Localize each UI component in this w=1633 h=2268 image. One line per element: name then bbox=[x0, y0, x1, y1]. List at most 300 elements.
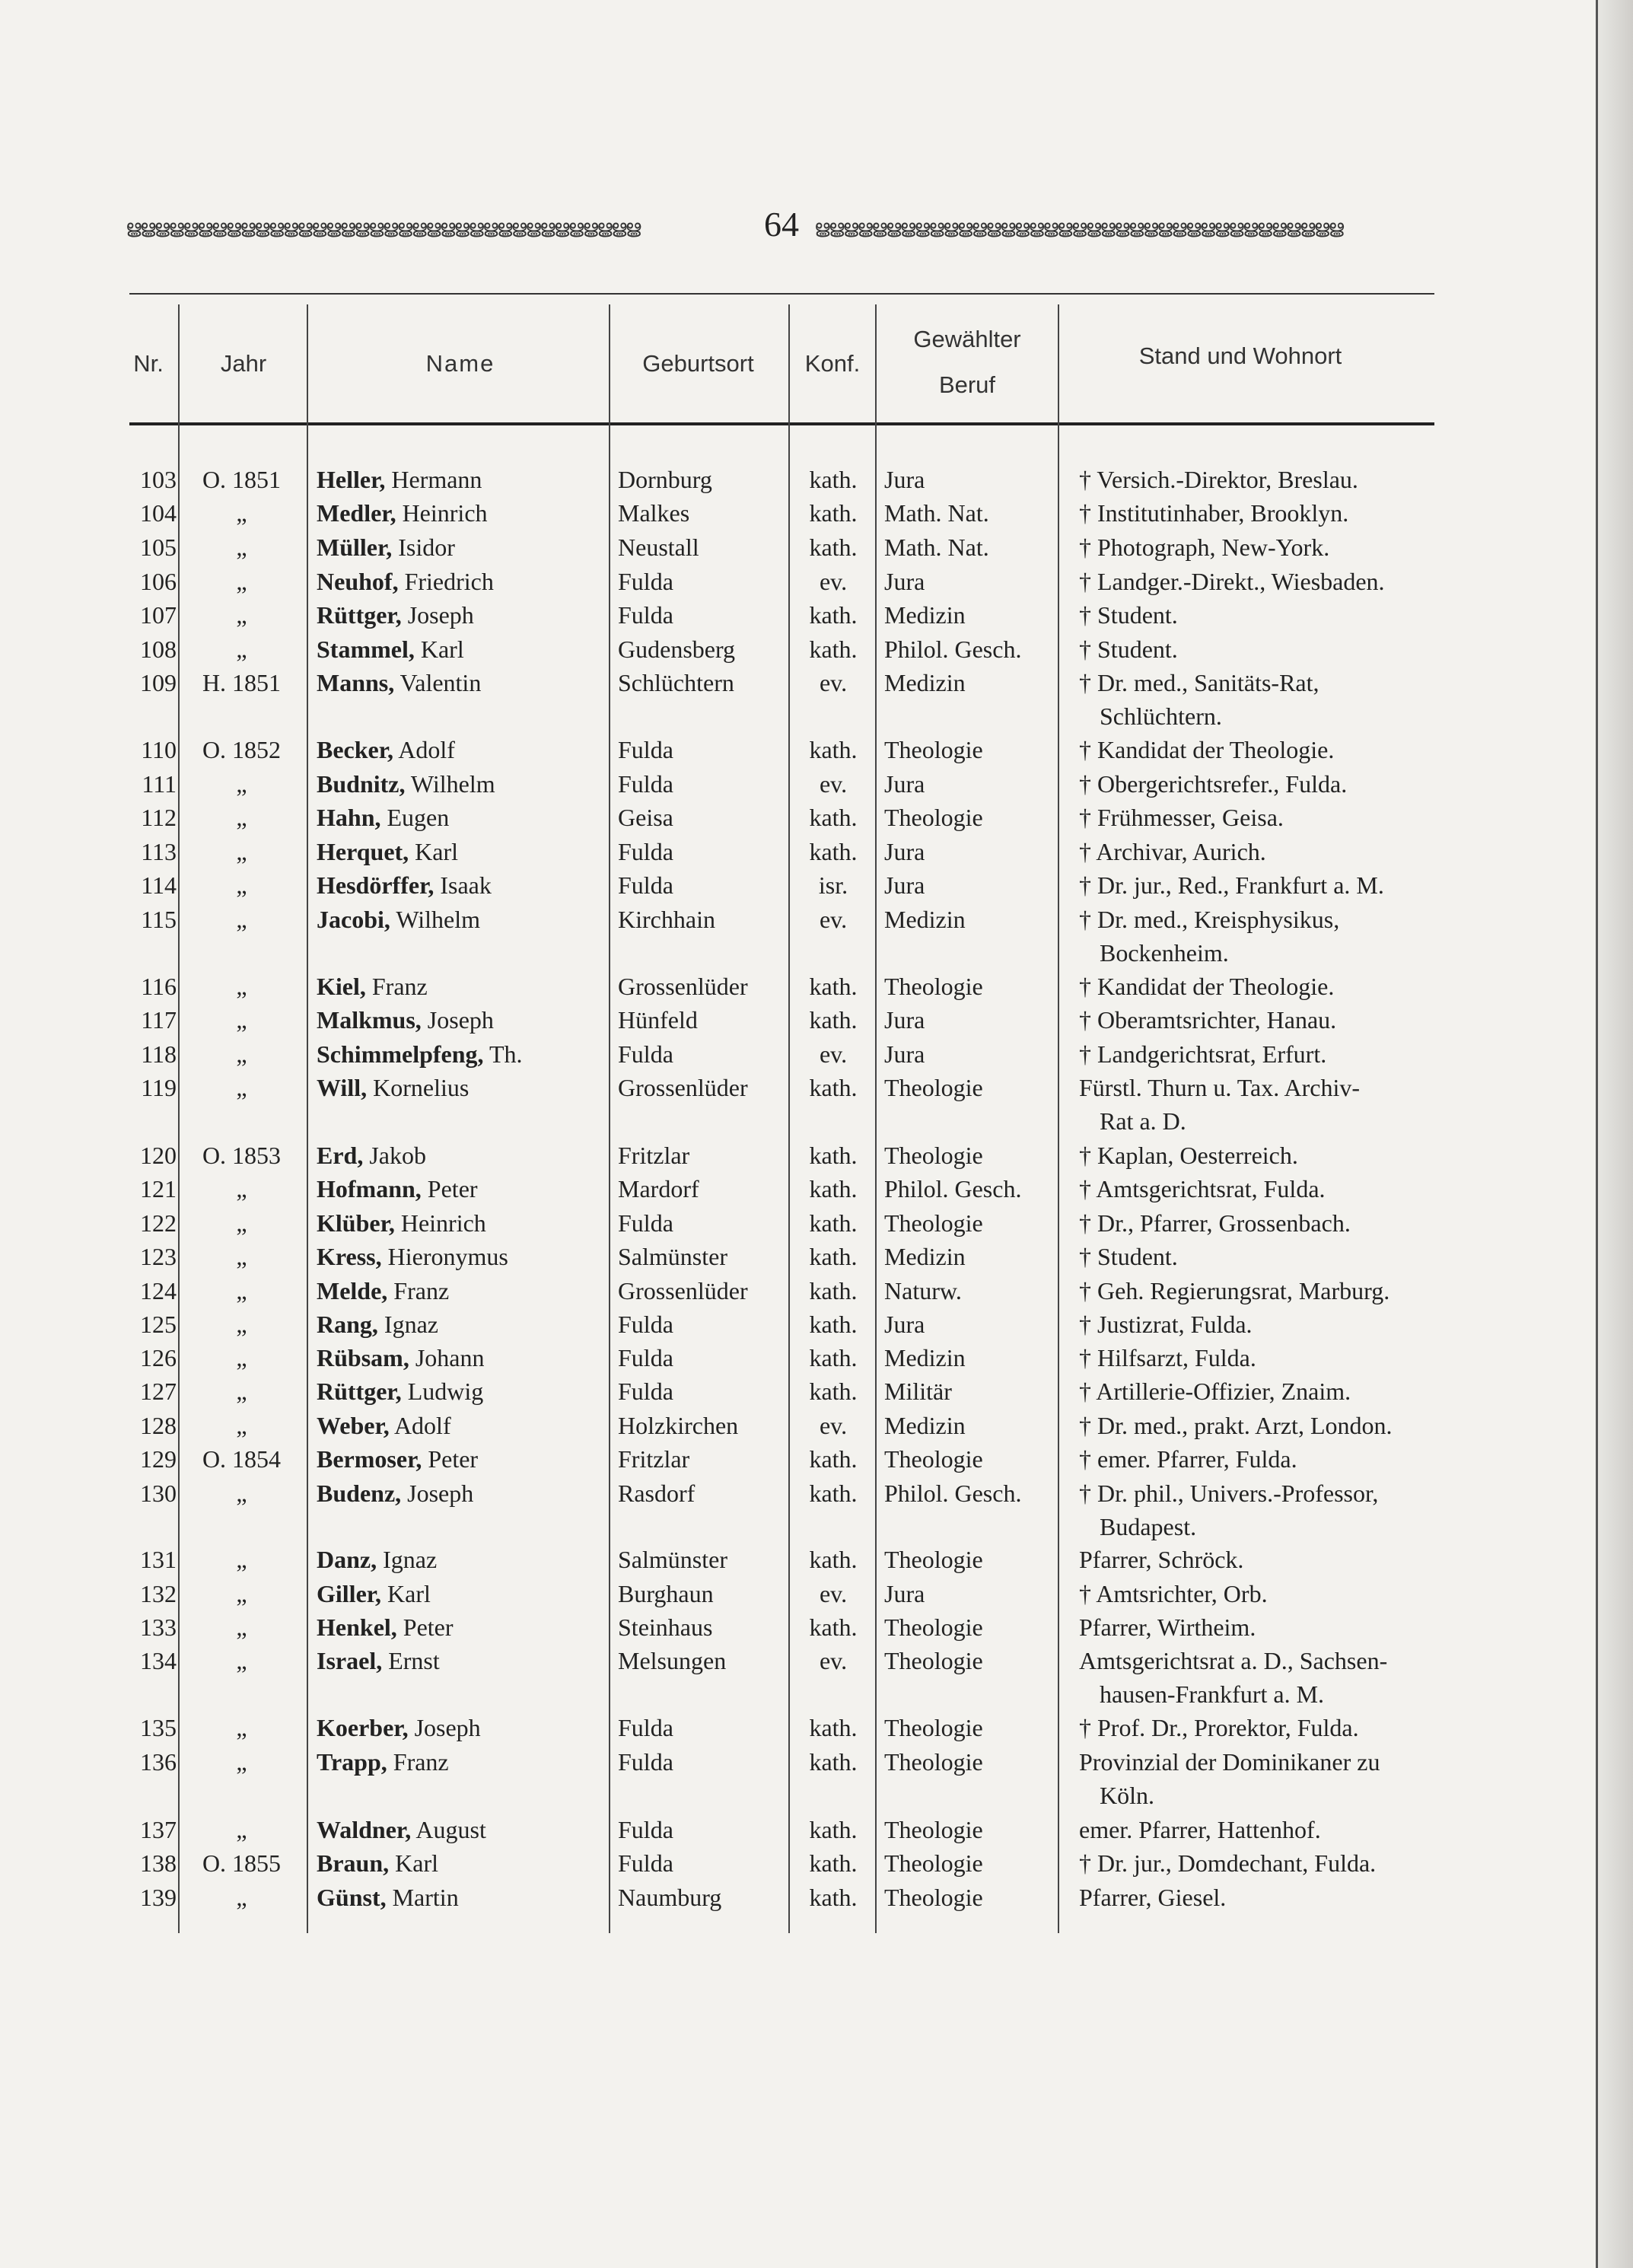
entry-profession: Medizin bbox=[884, 1344, 966, 1371]
entry-confession: kath. bbox=[809, 534, 858, 561]
entry-status-continuation: hausen-Frankfurt a. M. bbox=[1100, 1680, 1325, 1708]
entry-profession: Jura bbox=[884, 871, 925, 899]
entry-year: „ bbox=[236, 973, 247, 1000]
entry-birthplace: Grossenlüder bbox=[618, 973, 748, 1000]
entry-number: 114 bbox=[141, 871, 177, 899]
entry-profession: Philol. Gesch. bbox=[884, 1480, 1022, 1507]
entry-confession: kath. bbox=[809, 1613, 858, 1641]
entry-status-residence: † Student. bbox=[1079, 601, 1178, 629]
entry-year: „ bbox=[236, 1748, 247, 1776]
entry-profession: Theologie bbox=[884, 1647, 983, 1674]
entry-number: 138 bbox=[140, 1849, 177, 1877]
entry-year: „ bbox=[236, 1884, 247, 1911]
entry-surname: Braun, bbox=[317, 1849, 390, 1877]
entry-given-name: Joseph bbox=[427, 1006, 494, 1034]
entry-name bbox=[317, 1139, 426, 1172]
entry-name bbox=[317, 666, 481, 699]
entry-name bbox=[317, 801, 449, 834]
entry-year: „ bbox=[236, 601, 247, 629]
entry-number: 106 bbox=[140, 568, 177, 595]
entry-number: 121 bbox=[140, 1175, 177, 1202]
entry-profession: Math. Nat. bbox=[884, 499, 989, 527]
entry-confession: kath. bbox=[809, 838, 858, 865]
entry-birthplace: Fulda bbox=[618, 1378, 673, 1405]
entry-confession: kath. bbox=[809, 736, 858, 763]
entry-profession: Theologie bbox=[884, 973, 983, 1000]
entry-surname: Bermoser, bbox=[317, 1445, 422, 1473]
entry-profession: Jura bbox=[884, 838, 925, 865]
entry-status-residence: † Frühmesser, Geisa. bbox=[1079, 804, 1284, 831]
entry-confession: kath. bbox=[809, 601, 858, 629]
entry-confession: kath. bbox=[809, 1884, 858, 1911]
entry-confession: kath. bbox=[809, 1175, 858, 1202]
entry-profession: Theologie bbox=[884, 1142, 983, 1169]
entry-confession: kath. bbox=[809, 466, 858, 493]
table-row bbox=[0, 1172, 1633, 1206]
entry-profession: Theologie bbox=[884, 736, 983, 763]
entry-confession: ev. bbox=[819, 1412, 848, 1439]
entry-name bbox=[317, 632, 464, 666]
entry-confession: kath. bbox=[809, 1006, 858, 1034]
table-row bbox=[0, 1711, 1633, 1744]
entry-name bbox=[317, 1071, 469, 1104]
table-row bbox=[0, 463, 1633, 496]
entry-given-name: Valentin bbox=[399, 669, 482, 696]
entry-number: 113 bbox=[141, 838, 177, 865]
entry-birthplace: Fulda bbox=[618, 1040, 673, 1068]
entry-birthplace: Fulda bbox=[618, 1849, 673, 1877]
entry-name bbox=[317, 1543, 437, 1576]
table-row bbox=[0, 1206, 1633, 1240]
entry-number: 119 bbox=[141, 1074, 177, 1101]
entry-number: 116 bbox=[141, 973, 177, 1000]
table-header-rule bbox=[129, 422, 1434, 425]
entry-status-residence: † Hilfsarzt, Fulda. bbox=[1079, 1344, 1256, 1371]
entry-name bbox=[317, 1846, 438, 1880]
entry-name bbox=[317, 1308, 438, 1341]
entry-confession: ev. bbox=[819, 1580, 848, 1607]
entry-confession: kath. bbox=[809, 1311, 858, 1338]
entry-confession: kath. bbox=[809, 499, 858, 527]
entry-status-residence: † emer. Pfarrer, Fulda. bbox=[1079, 1445, 1297, 1473]
entry-status-residence: † Artillerie-Offizier, Znaim. bbox=[1079, 1378, 1351, 1405]
entry-profession: Theologie bbox=[884, 1209, 983, 1237]
entry-given-name: Wilhelm bbox=[396, 906, 480, 933]
entry-profession: Math. Nat. bbox=[884, 534, 989, 561]
entry-surname: Giller, bbox=[317, 1580, 382, 1607]
entry-year: „ bbox=[236, 1175, 247, 1202]
entry-profession: Theologie bbox=[884, 1748, 983, 1776]
entry-birthplace: Kirchhain bbox=[618, 906, 715, 933]
entry-name bbox=[317, 767, 495, 801]
entry-number: 128 bbox=[140, 1412, 177, 1439]
entry-year: O. 1852 bbox=[202, 736, 282, 763]
table-row bbox=[0, 496, 1633, 530]
entry-number: 122 bbox=[140, 1209, 177, 1237]
entry-profession: Jura bbox=[884, 1580, 925, 1607]
entry-surname: Rang, bbox=[317, 1311, 378, 1338]
table-row bbox=[0, 1543, 1633, 1576]
entry-birthplace: Salmünster bbox=[618, 1243, 727, 1270]
entry-year: „ bbox=[236, 1714, 247, 1741]
entry-name bbox=[317, 1442, 478, 1476]
entry-number: 105 bbox=[140, 534, 177, 561]
entry-given-name: Jakob bbox=[369, 1142, 426, 1169]
entry-status-residence: † Institutinhaber, Brooklyn. bbox=[1079, 499, 1349, 527]
entry-number: 118 bbox=[141, 1040, 177, 1068]
entry-given-name: Friedrich bbox=[404, 568, 494, 595]
entry-status-residence: † Kandidat der Theologie. bbox=[1079, 736, 1335, 763]
entry-year: „ bbox=[236, 1647, 247, 1674]
entry-profession: Jura bbox=[884, 568, 925, 595]
entry-profession: Philol. Gesch. bbox=[884, 635, 1022, 663]
entry-name bbox=[317, 970, 428, 1003]
page-header bbox=[126, 204, 1448, 250]
entry-name bbox=[317, 1711, 481, 1744]
entry-confession: kath. bbox=[809, 1480, 858, 1507]
entry-given-name: Karl bbox=[387, 1580, 431, 1607]
entry-name bbox=[317, 1037, 523, 1071]
entry-status-continuation: Köln. bbox=[1100, 1782, 1154, 1809]
entry-number: 107 bbox=[140, 601, 177, 629]
entry-given-name: August bbox=[415, 1816, 486, 1843]
entry-number: 136 bbox=[140, 1748, 177, 1776]
entry-name bbox=[317, 1409, 451, 1442]
table-row bbox=[0, 1341, 1633, 1374]
entry-surname: Rüttger, bbox=[317, 601, 402, 629]
entry-given-name: Franz bbox=[393, 1748, 449, 1776]
table-top-rule bbox=[129, 293, 1434, 295]
entry-birthplace: Fritzlar bbox=[618, 1445, 690, 1473]
entry-status-residence: † Obergerichtsrefer., Fulda. bbox=[1079, 770, 1348, 798]
entry-name bbox=[317, 903, 480, 936]
entry-given-name: Heinrich bbox=[400, 1209, 486, 1237]
entry-birthplace: Hünfeld bbox=[618, 1006, 698, 1034]
entry-birthplace: Salmünster bbox=[618, 1546, 727, 1573]
binding-line bbox=[1596, 0, 1598, 2268]
entry-number: 129 bbox=[140, 1445, 177, 1473]
entry-profession: Philol. Gesch. bbox=[884, 1175, 1022, 1202]
entry-number: 139 bbox=[140, 1884, 177, 1911]
entry-confession: kath. bbox=[809, 1074, 858, 1101]
entry-name bbox=[317, 1476, 473, 1510]
entry-birthplace: Fulda bbox=[618, 568, 673, 595]
entry-year: „ bbox=[236, 1546, 247, 1573]
entry-status-residence: † Dr. med., Sanitäts-Rat, bbox=[1079, 669, 1319, 696]
entry-confession: kath. bbox=[809, 1849, 858, 1877]
entry-birthplace: Burghaun bbox=[618, 1580, 714, 1607]
entry-name bbox=[317, 1644, 440, 1677]
entry-confession: kath. bbox=[809, 973, 858, 1000]
entry-status-residence: Provinzial der Dominikaner zu bbox=[1079, 1748, 1380, 1776]
entry-given-name: Heinrich bbox=[402, 499, 488, 527]
entry-birthplace: Fritzlar bbox=[618, 1142, 690, 1169]
entry-confession: kath. bbox=[809, 1714, 858, 1741]
entry-year: O. 1853 bbox=[202, 1142, 282, 1169]
header-stand: Stand und Wohnort bbox=[1138, 342, 1342, 369]
entry-year: „ bbox=[236, 568, 247, 595]
entry-year: „ bbox=[236, 1074, 247, 1101]
entry-name bbox=[317, 1341, 484, 1374]
entry-profession: Theologie bbox=[884, 804, 983, 831]
entry-surname: Melde, bbox=[317, 1277, 388, 1304]
entry-birthplace: Naumburg bbox=[618, 1884, 722, 1911]
entry-year: „ bbox=[236, 1412, 247, 1439]
entry-profession: Naturw. bbox=[884, 1277, 962, 1304]
entry-number: 103 bbox=[140, 466, 177, 493]
entry-name bbox=[317, 733, 455, 766]
entry-surname: Waldner, bbox=[317, 1816, 412, 1843]
entry-birthplace: Fulda bbox=[618, 736, 673, 763]
entry-confession: kath. bbox=[809, 1344, 858, 1371]
entry-year: „ bbox=[236, 1243, 247, 1270]
entry-status-residence: Pfarrer, Giesel. bbox=[1079, 1884, 1227, 1911]
entry-year: „ bbox=[236, 1209, 247, 1237]
entry-birthplace: Steinhaus bbox=[618, 1613, 713, 1641]
entry-confession: isr. bbox=[818, 871, 848, 899]
entry-birthplace: Fulda bbox=[618, 601, 673, 629]
table-row bbox=[0, 1745, 1633, 1779]
entry-status-residence: † Student. bbox=[1079, 1243, 1178, 1270]
entry-surname: Weber, bbox=[317, 1412, 390, 1439]
entry-profession: Theologie bbox=[884, 1849, 983, 1877]
entry-status-residence: † Dr. med., prakt. Arzt, London. bbox=[1079, 1412, 1393, 1439]
entry-confession: kath. bbox=[809, 1277, 858, 1304]
entry-year: „ bbox=[236, 1613, 247, 1641]
table-row bbox=[0, 1442, 1633, 1476]
entry-surname: Medler, bbox=[317, 499, 396, 527]
entry-number: 117 bbox=[141, 1006, 177, 1034]
entry-year: „ bbox=[236, 1580, 247, 1607]
table-row bbox=[0, 1610, 1633, 1644]
entry-birthplace: Fulda bbox=[618, 1344, 673, 1371]
entry-number: 125 bbox=[140, 1311, 177, 1338]
entry-surname: Becker, bbox=[317, 736, 394, 763]
entry-given-name: Isaak bbox=[440, 871, 492, 899]
entry-name bbox=[317, 1206, 486, 1240]
entry-confession: kath. bbox=[809, 635, 858, 663]
entry-name bbox=[317, 565, 494, 598]
entry-given-name: Franz bbox=[393, 1277, 450, 1304]
entry-confession: kath. bbox=[809, 1209, 858, 1237]
entry-name bbox=[317, 1813, 486, 1846]
entry-surname: Henkel, bbox=[317, 1613, 397, 1641]
entry-status-residence: † Oberamtsrichter, Hanau. bbox=[1079, 1006, 1337, 1034]
entry-surname: Neuhof, bbox=[317, 568, 399, 595]
table-row bbox=[0, 1881, 1633, 1914]
entry-status-residence: † Dr. phil., Univers.-Professor, bbox=[1079, 1480, 1379, 1507]
entry-given-name: Joseph bbox=[407, 1480, 474, 1507]
entry-number: 108 bbox=[140, 635, 177, 663]
table-row bbox=[0, 1037, 1633, 1071]
entry-given-name: Joseph bbox=[407, 601, 474, 629]
entry-birthplace: Malkes bbox=[618, 499, 690, 527]
entry-surname: Kiel, bbox=[317, 973, 366, 1000]
entry-number: 133 bbox=[140, 1613, 177, 1641]
entry-number: 126 bbox=[140, 1344, 177, 1371]
entry-birthplace: Fulda bbox=[618, 1311, 673, 1338]
entry-status-residence: † Dr. jur., Red., Frankfurt a. M. bbox=[1079, 871, 1384, 899]
entry-confession: kath. bbox=[809, 804, 858, 831]
entry-surname: Kress, bbox=[317, 1243, 382, 1270]
entry-status-residence: † Kandidat der Theologie. bbox=[1079, 973, 1335, 1000]
entry-birthplace: Fulda bbox=[618, 871, 673, 899]
entry-surname: Heller, bbox=[317, 466, 386, 493]
entry-year: „ bbox=[236, 906, 247, 933]
entry-confession: kath. bbox=[809, 1816, 858, 1843]
entry-birthplace: Gudensberg bbox=[618, 635, 736, 663]
entry-birthplace: Holzkirchen bbox=[618, 1412, 739, 1439]
table-row bbox=[0, 733, 1633, 766]
entry-surname: Malkmus, bbox=[317, 1006, 422, 1034]
ornament-border-left: ൠൠൠൠൠൠൠൠൠൠൠൠൠൠൠൠൠൠൠൠൠൠൠൠൠൠൠൠൠൠൠൠൠൠൠൠ bbox=[126, 218, 640, 237]
header-beruf-line2: Beruf bbox=[938, 371, 996, 398]
entry-confession: ev. bbox=[819, 906, 848, 933]
entry-status-residence: Fürstl. Thurn u. Tax. Archiv- bbox=[1079, 1074, 1360, 1101]
entry-given-name: Peter bbox=[403, 1613, 454, 1641]
header-jahr: Jahr bbox=[220, 350, 267, 377]
entry-birthplace: Grossenlüder bbox=[618, 1277, 748, 1304]
entry-profession: Theologie bbox=[884, 1613, 983, 1641]
table-row bbox=[0, 1374, 1633, 1408]
entry-year: „ bbox=[236, 1378, 247, 1405]
entry-profession: Theologie bbox=[884, 1074, 983, 1101]
entry-number: 109 bbox=[140, 669, 177, 696]
table-row bbox=[0, 1071, 1633, 1104]
header-beruf-line1: Gewählter bbox=[913, 326, 1021, 352]
entry-status-residence: Amtsgerichtsrat a. D., Sachsen- bbox=[1079, 1647, 1388, 1674]
entry-status-residence: † Dr., Pfarrer, Grossenbach. bbox=[1079, 1209, 1351, 1237]
header-name: Name bbox=[425, 350, 495, 377]
entry-number: 123 bbox=[140, 1243, 177, 1270]
entry-birthplace: Rasdorf bbox=[618, 1480, 696, 1507]
entry-profession: Jura bbox=[884, 1006, 925, 1034]
entry-profession: Theologie bbox=[884, 1816, 983, 1843]
entry-name bbox=[317, 1240, 508, 1273]
entry-given-name: Franz bbox=[371, 973, 428, 1000]
entry-confession: kath. bbox=[809, 1378, 858, 1405]
entry-surname: Will, bbox=[317, 1074, 368, 1101]
entry-number: 112 bbox=[141, 804, 177, 831]
entry-given-name: Martin bbox=[392, 1884, 459, 1911]
entry-year: „ bbox=[236, 1006, 247, 1034]
table-row bbox=[0, 632, 1633, 666]
entry-given-name: Isidor bbox=[398, 534, 455, 561]
entry-number: 132 bbox=[140, 1580, 177, 1607]
entry-status-residence: † Kaplan, Oesterreich. bbox=[1079, 1142, 1298, 1169]
table-row bbox=[0, 530, 1633, 564]
entry-name bbox=[317, 1881, 459, 1914]
table-row bbox=[0, 1409, 1633, 1442]
entry-number: 131 bbox=[140, 1546, 177, 1573]
entry-surname: Müller, bbox=[317, 534, 393, 561]
entry-surname: Hahn, bbox=[317, 804, 381, 831]
entry-name bbox=[317, 1577, 431, 1610]
entry-status-continuation: Rat a. D. bbox=[1100, 1107, 1186, 1135]
entry-profession: Jura bbox=[884, 770, 925, 798]
entry-status-continuation: Schlüchtern. bbox=[1100, 702, 1222, 730]
table-row bbox=[0, 598, 1633, 632]
entry-given-name: Karl bbox=[415, 838, 459, 865]
header-nr: Nr. bbox=[133, 350, 164, 377]
entry-number: 124 bbox=[140, 1277, 177, 1304]
entry-confession: ev. bbox=[819, 1040, 848, 1068]
table-row bbox=[0, 767, 1633, 801]
entry-given-name: Joseph bbox=[414, 1714, 481, 1741]
entry-number: 135 bbox=[140, 1714, 177, 1741]
entry-status-residence: † Landgerichtsrat, Erfurt. bbox=[1079, 1040, 1327, 1068]
table-row bbox=[0, 1139, 1633, 1172]
entry-confession: ev. bbox=[819, 669, 848, 696]
entry-confession: kath. bbox=[809, 1748, 858, 1776]
entry-profession: Theologie bbox=[884, 1445, 983, 1473]
entry-year: „ bbox=[236, 770, 247, 798]
entry-status-residence: † Dr. jur., Domdechant, Fulda. bbox=[1079, 1849, 1377, 1877]
table-row bbox=[0, 1476, 1633, 1510]
entry-year: „ bbox=[236, 838, 247, 865]
entry-profession: Medizin bbox=[884, 1412, 966, 1439]
table-row bbox=[0, 1644, 1633, 1677]
table-row bbox=[0, 835, 1633, 868]
entry-surname: Rübsam, bbox=[317, 1344, 409, 1371]
entry-status-residence: Pfarrer, Schröck. bbox=[1079, 1546, 1244, 1573]
entry-surname: Herquet, bbox=[317, 838, 409, 865]
entry-status-residence: emer. Pfarrer, Hattenhof. bbox=[1079, 1816, 1321, 1843]
entry-given-name: Wilhelm bbox=[410, 770, 495, 798]
entry-name bbox=[317, 868, 492, 902]
entry-surname: Erd, bbox=[317, 1142, 364, 1169]
entry-year: O. 1851 bbox=[202, 466, 282, 493]
table-row bbox=[0, 1813, 1633, 1846]
entry-number: 104 bbox=[140, 499, 177, 527]
entry-status-residence: † Dr. med., Kreisphysikus, bbox=[1079, 906, 1340, 933]
entry-surname: Hofmann, bbox=[317, 1175, 422, 1202]
entry-surname: Trapp, bbox=[317, 1748, 387, 1776]
entry-birthplace: Grossenlüder bbox=[618, 1074, 748, 1101]
entry-surname: Budenz, bbox=[317, 1480, 402, 1507]
entry-birthplace: Geisa bbox=[618, 804, 673, 831]
entry-name bbox=[317, 835, 458, 868]
entry-confession: ev. bbox=[819, 1647, 848, 1674]
entry-number: 115 bbox=[141, 906, 177, 933]
entry-given-name: Hieronymus bbox=[387, 1243, 508, 1270]
entry-birthplace: Fulda bbox=[618, 838, 673, 865]
entry-surname: Schimmelpfeng, bbox=[317, 1040, 484, 1068]
entry-surname: Hesdörffer, bbox=[317, 871, 435, 899]
entry-confession: kath. bbox=[809, 1243, 858, 1270]
entry-birthplace: Neustall bbox=[618, 534, 699, 561]
entry-number: 127 bbox=[140, 1378, 177, 1405]
entry-confession: kath. bbox=[809, 1546, 858, 1573]
header-konf: Konf. bbox=[804, 350, 861, 377]
entry-status-residence: † Student. bbox=[1079, 635, 1178, 663]
entry-status-residence: † Justizrat, Fulda. bbox=[1079, 1311, 1253, 1338]
entry-birthplace: Fulda bbox=[618, 1748, 673, 1776]
entry-confession: ev. bbox=[819, 568, 848, 595]
entry-given-name: Johann bbox=[415, 1344, 485, 1371]
page-number: 64 bbox=[764, 205, 799, 244]
entry-name bbox=[317, 530, 455, 564]
entry-name bbox=[317, 1003, 494, 1037]
entry-number: 120 bbox=[140, 1142, 177, 1169]
entry-given-name: Hermann bbox=[391, 466, 482, 493]
entry-name bbox=[317, 1610, 454, 1644]
entry-status-continuation: Budapest. bbox=[1100, 1513, 1197, 1540]
entry-confession: ev. bbox=[819, 770, 848, 798]
entry-surname: Jacobi, bbox=[317, 906, 390, 933]
entry-year: „ bbox=[236, 1311, 247, 1338]
entry-surname: Günst, bbox=[317, 1884, 387, 1911]
